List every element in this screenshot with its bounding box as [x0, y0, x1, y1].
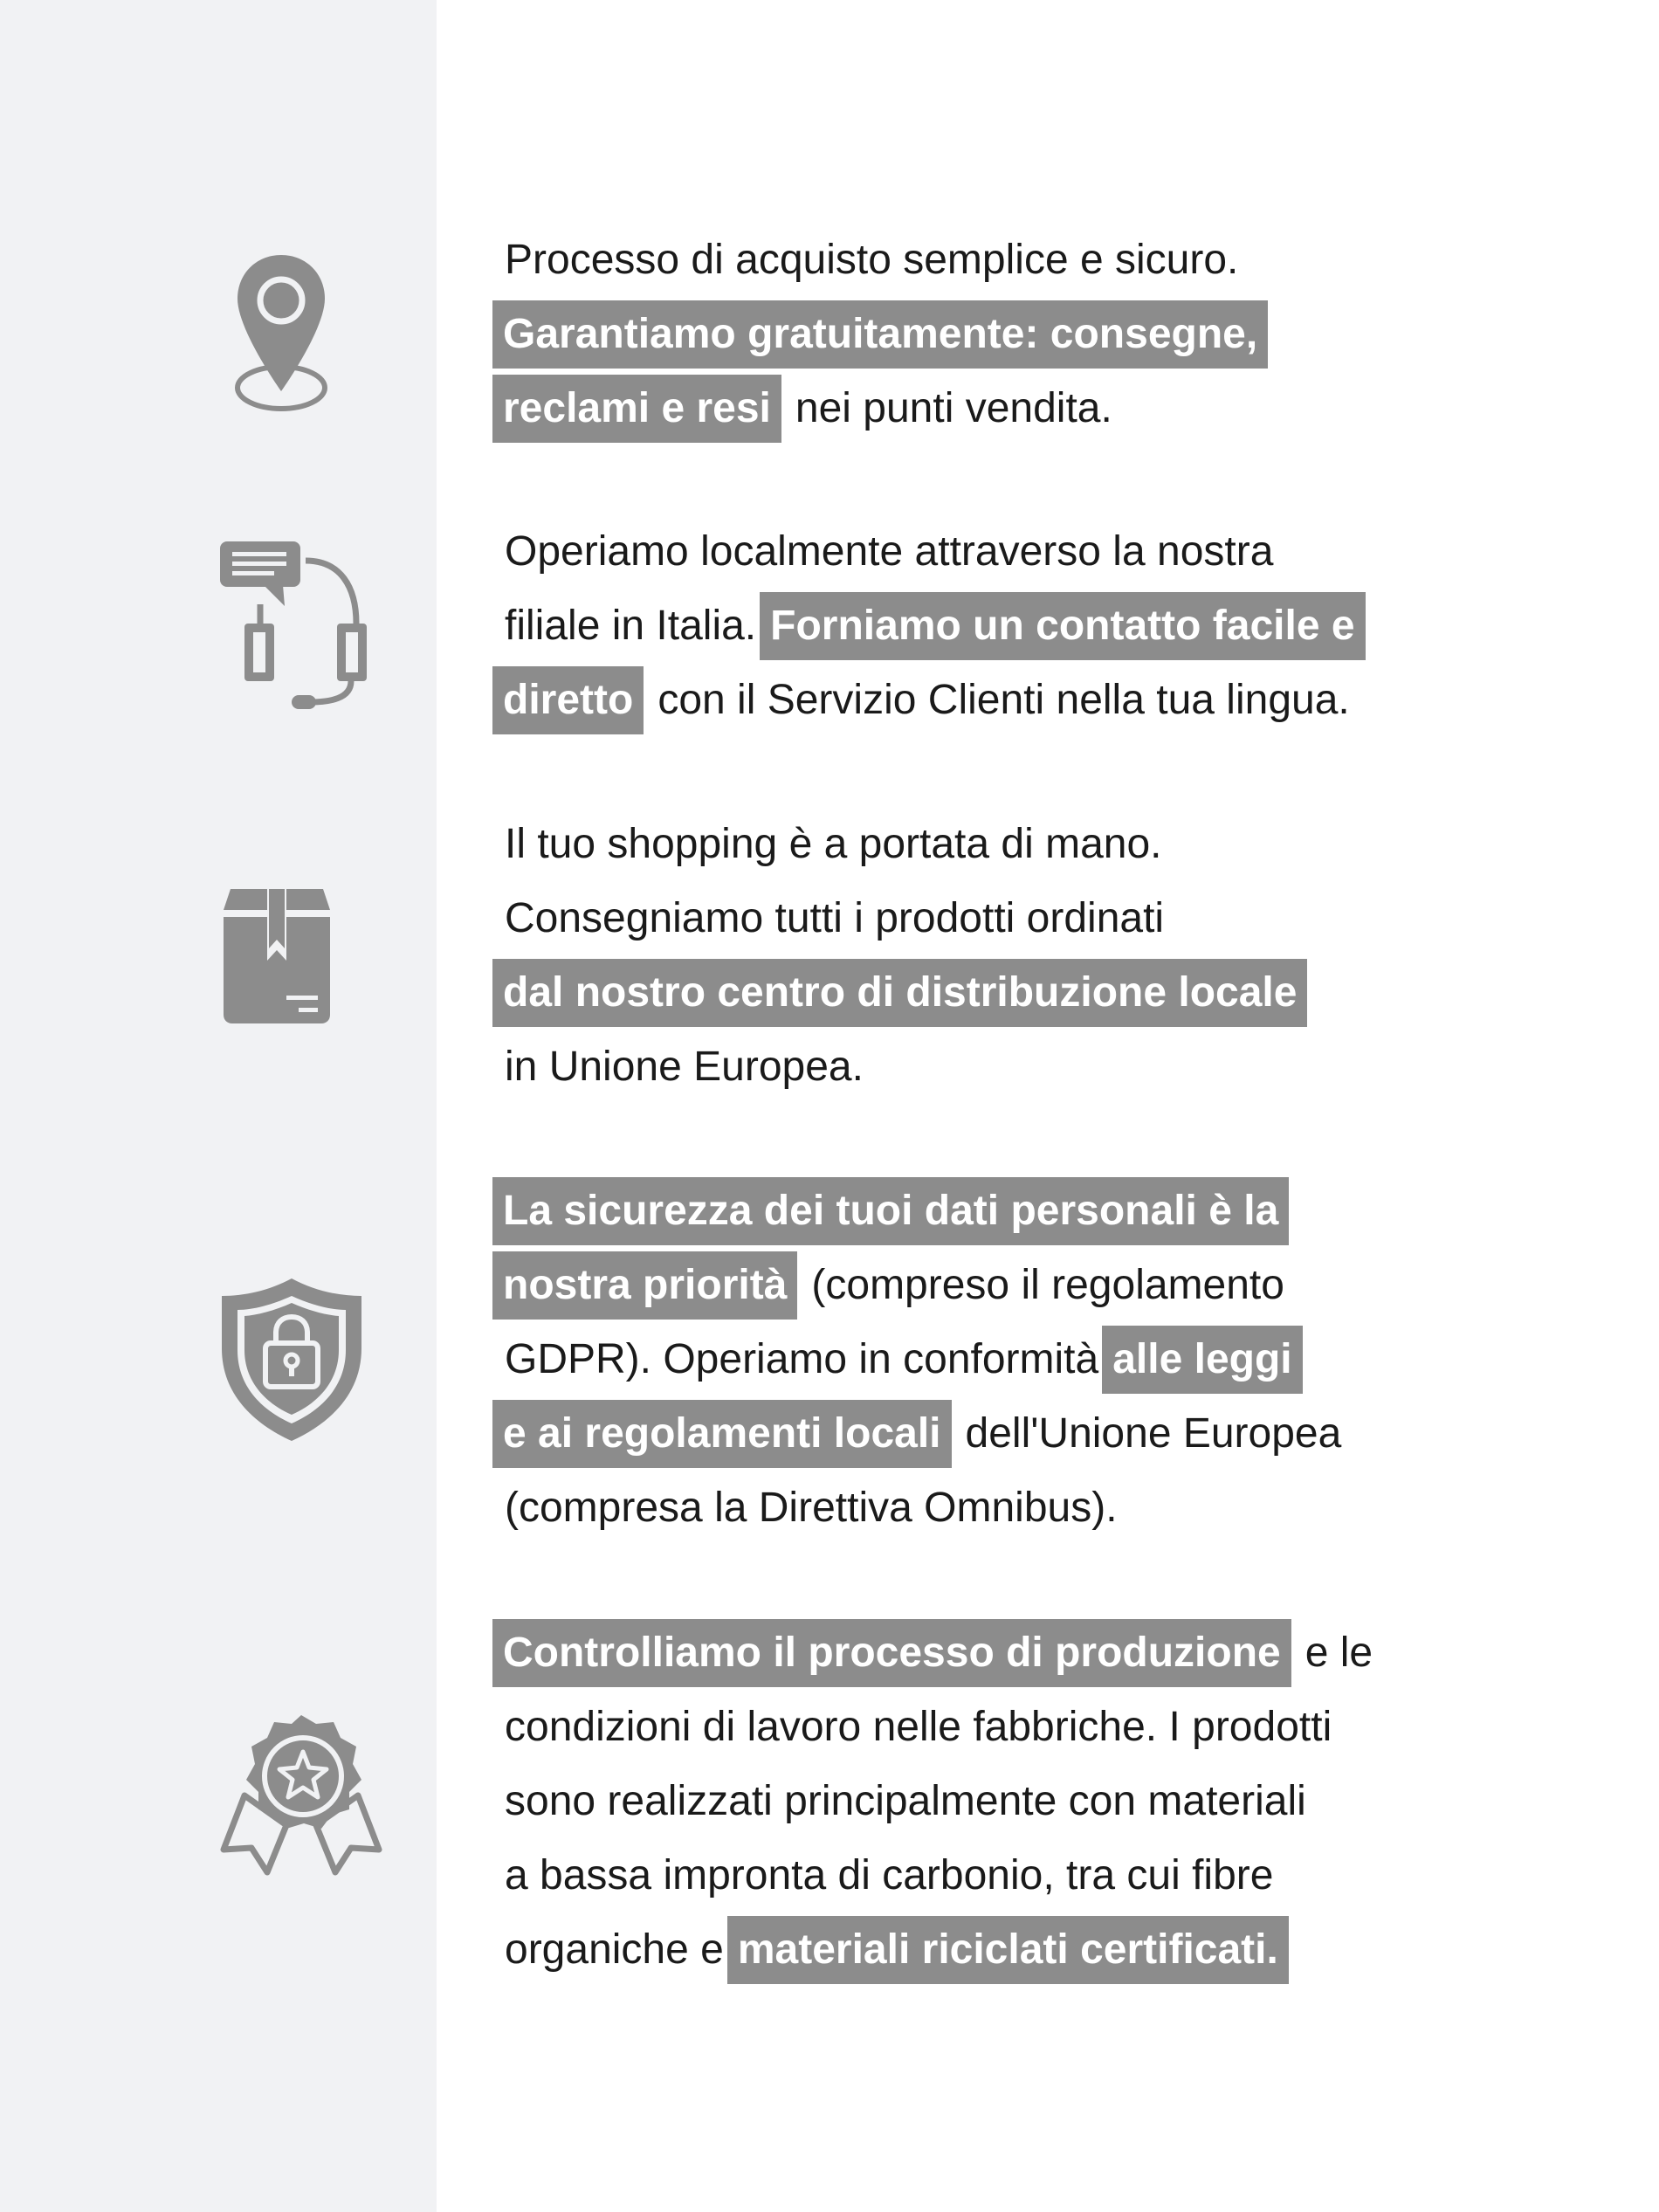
- body-text: filiale in Italia.: [505, 603, 757, 649]
- body-text: nei punti vendita.: [795, 385, 1112, 431]
- body-text: a bassa impronta di carbonio, tra cui fibre: [505, 1852, 1274, 1898]
- package-box-icon: [220, 885, 334, 1025]
- feature-text-line: [505, 1473, 1118, 1543]
- feature-text-line: [505, 374, 1112, 444]
- body-text: (compresa la Direttiva Omnibus).: [505, 1485, 1118, 1531]
- body-text: e le: [1304, 1630, 1373, 1676]
- feature-text-line: [505, 665, 1350, 735]
- location-pin-icon: [234, 252, 335, 414]
- feature-text-line: [505, 1251, 1284, 1320]
- feature-text-line: [505, 225, 1238, 295]
- feature-text-line: [505, 1692, 1332, 1762]
- feature-text-line: [505, 810, 1162, 879]
- body-text: Il tuo shopping è a portata di mano.: [505, 821, 1162, 867]
- feature-text-line: [505, 1767, 1306, 1836]
- highlighted-text: Controlliamo il processo di produzione: [492, 1619, 1291, 1687]
- highlighted-text: diretto: [492, 666, 644, 734]
- highlighted-text: e ai regolamenti locali: [492, 1400, 952, 1468]
- body-text: Operiamo localmente attraverso la nostra: [505, 528, 1274, 575]
- shield-lock-icon: [218, 1275, 365, 1444]
- highlighted-text: dal nostro centro di distribuzione locale: [492, 959, 1307, 1027]
- customer-support-headset-icon: [218, 540, 375, 714]
- body-text: con il Servizio Clienti nella tua lingua.: [657, 677, 1350, 723]
- feature-text-line: [505, 884, 1164, 954]
- body-text: GDPR). Operiamo in conformità: [505, 1336, 1099, 1382]
- body-text: Processo di acquisto semplice e sicuro.: [505, 237, 1239, 283]
- feature-text-line: [505, 1915, 1292, 1985]
- body-text: sono realizzati principalmente con materiali: [505, 1778, 1306, 1824]
- highlighted-text: La sicurezza dei tuoi dati personali è la: [492, 1177, 1289, 1245]
- body-text: dell'Unione Europea: [965, 1410, 1342, 1457]
- feature-text-line: [505, 1032, 864, 1102]
- body-text: organiche e: [505, 1926, 724, 1973]
- body-text: Consegniamo tutti i prodotti ordinati: [505, 895, 1165, 941]
- highlighted-text: reclami e resi: [492, 375, 781, 443]
- highlighted-text: alle leggi: [1102, 1326, 1302, 1394]
- highlighted-text: nostra priorità: [492, 1251, 797, 1320]
- feature-text-line: [505, 1325, 1306, 1395]
- feature-text-line: [505, 1618, 1373, 1688]
- body-text: in Unione Europea.: [505, 1044, 864, 1090]
- feature-text-line: [505, 300, 1271, 369]
- highlighted-text: Forniamo un contatto facile e: [760, 592, 1365, 660]
- feature-text-line: [505, 1841, 1273, 1911]
- highlighted-text: materiali riciclati certificati.: [727, 1916, 1289, 1984]
- highlighted-text: Garantiamo gratuitamente: consegne,: [492, 300, 1268, 369]
- feature-text-line: [505, 591, 1369, 661]
- feature-text-line: [505, 958, 1311, 1028]
- body-text: (compreso il regolamento: [811, 1262, 1284, 1308]
- feature-text-line: [505, 1399, 1341, 1469]
- award-badge-star-icon: [218, 1712, 384, 1886]
- body-text: condizioni di lavoro nelle fabbriche. I prodotti: [505, 1704, 1332, 1750]
- feature-text-line: [505, 1176, 1292, 1246]
- feature-text-line: [505, 517, 1273, 587]
